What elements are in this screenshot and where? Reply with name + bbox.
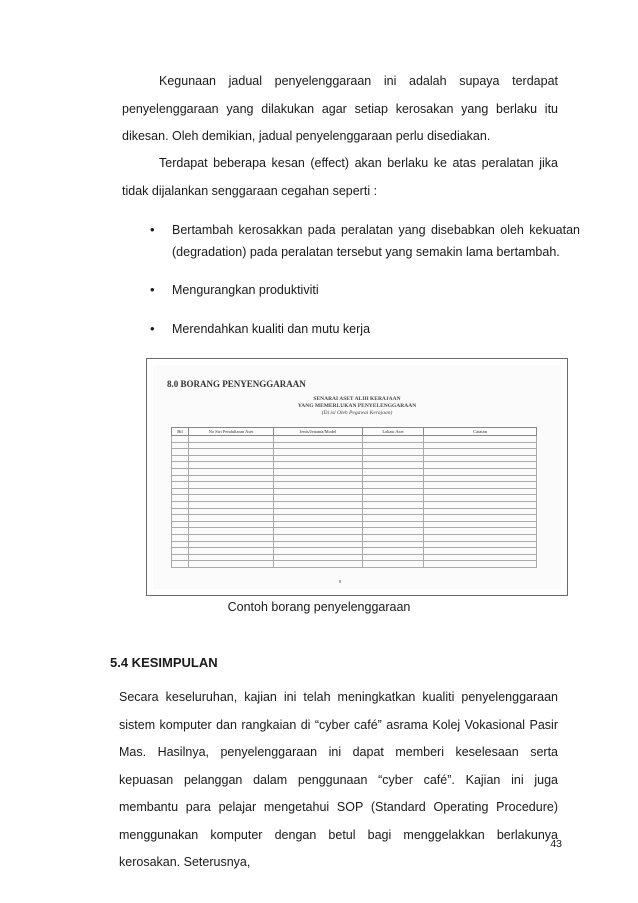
form-table-cell [189, 548, 274, 555]
form-table-row [172, 482, 537, 489]
form-table-cell [172, 449, 189, 456]
form-table-cell [189, 475, 274, 482]
form-table-cell [424, 548, 537, 555]
form-table-row [172, 521, 537, 528]
form-table-cell [274, 561, 363, 568]
form-table-cell [189, 501, 274, 508]
form-table-cell [274, 436, 363, 443]
form-table-row [172, 528, 537, 535]
form-table-cell [189, 561, 274, 568]
bullet-icon: • [150, 222, 155, 237]
form-table-cell [172, 462, 189, 469]
form-table-cell [363, 561, 424, 568]
col-header: Bil [172, 428, 189, 436]
form-title-line-2: YANG MEMERLUKAN PENYELENGGARAAN [297, 403, 417, 409]
form-table [171, 427, 537, 568]
col-header: Catatan [424, 428, 537, 436]
effects-paragraph: Terdapat beberapa kesan (effect) akan berlaku ke atas peralatan jika tidak dijalankan senggaraan cegahan seperti : [122, 156, 558, 198]
form-table-cell [274, 455, 363, 462]
form-table-cell [363, 442, 424, 449]
form-table-cell [189, 521, 274, 528]
form-table-cell [363, 554, 424, 561]
form-table-cell [172, 488, 189, 495]
form-table-cell [274, 508, 363, 515]
form-table-row [172, 508, 537, 515]
form-table-cell [274, 521, 363, 528]
form-table-cell [172, 455, 189, 462]
form-table-cell [274, 534, 363, 541]
form-table-cell [172, 482, 189, 489]
intro-paragraph: Kegunaan jadual penyelenggaraan ini adalah supaya terdapat penyelenggaraan yang dilakukan agar setiap kerosakan yang berlaku itu dikesan. Oleh demikian, jadual penyelenggaraan perlu disediakan. [122, 74, 558, 143]
form-table-cell [363, 488, 424, 495]
form-table-row [172, 462, 537, 469]
form-table-row [172, 515, 537, 522]
form-table-header [172, 428, 537, 436]
form-table-cell [189, 515, 274, 522]
form-table-body [172, 436, 537, 568]
form-table-cell [363, 468, 424, 475]
form-table-cell [274, 515, 363, 522]
list-item [150, 279, 580, 301]
form-table-cell [172, 541, 189, 548]
form-table-row [172, 495, 537, 502]
form-table-cell [424, 528, 537, 535]
form-table-cell [424, 468, 537, 475]
form-table-cell [189, 455, 274, 462]
form-table-cell [172, 534, 189, 541]
form-table-cell [424, 501, 537, 508]
form-table-cell [424, 436, 537, 443]
form-table-cell [424, 495, 537, 502]
form-table-cell [189, 488, 274, 495]
form-table-cell [274, 554, 363, 561]
figure-caption: Contoh borang penyelenggaraan [227, 600, 411, 614]
form-table-cell [274, 501, 363, 508]
form-table-cell [189, 541, 274, 548]
form-table-cell [363, 508, 424, 515]
form-table-cell [274, 449, 363, 456]
form-table-cell [363, 462, 424, 469]
col-header: Jenis/Jenama/Model [274, 428, 363, 436]
form-table-row [172, 449, 537, 456]
list-item [150, 219, 580, 263]
form-table-cell [363, 534, 424, 541]
form-table-cell [172, 508, 189, 515]
form-table-cell [424, 508, 537, 515]
form-table-cell [189, 449, 274, 456]
bullet-icon: • [150, 321, 155, 336]
form-table-cell [274, 468, 363, 475]
form-table-cell [172, 495, 189, 502]
form-table-cell [424, 462, 537, 469]
form-table-cell [172, 436, 189, 443]
form-table-cell [424, 554, 537, 561]
form-table-cell [424, 449, 537, 456]
form-table-cell [189, 554, 274, 561]
form-table-cell [274, 495, 363, 502]
form-table-row [172, 488, 537, 495]
form-table-cell [172, 528, 189, 535]
form-table-cell [363, 475, 424, 482]
form-table-cell [424, 534, 537, 541]
form-title-line-3: (Di isi Oleh Pegawai Kerajaan) [321, 410, 393, 416]
form-heading: 8.0 BORANG PENYENGGARAAN [167, 379, 306, 389]
maintenance-form-figure [146, 358, 568, 596]
form-image [153, 365, 561, 589]
form-table-cell [424, 475, 537, 482]
form-table-cell [189, 442, 274, 449]
section-heading: 5.4 KESIMPULAN [110, 655, 218, 670]
form-table-cell [189, 495, 274, 502]
conclusion-paragraph: Secara keseluruhan, kajian ini telah meningkatkan kualiti penyelenggaraan sistem komputer dan rangkaian di “cyber café” asrama Kolej Vokasional Pasir Mas. Hasilnya, penyelenggaraan ini dapat memberi keselesaan serta kepuasan pelanggan dalam penggunaan “cyber café”. Kajian ini juga membantu para pelajar mengetahui SOP (Standard Operating Procedure) menggunakan komputer dengan betul bagi menggelakkan berlakunya kerosakan. Seterusnya, [119, 690, 558, 869]
form-table-cell [189, 534, 274, 541]
form-table-row [172, 534, 537, 541]
form-table-cell [274, 528, 363, 535]
form-table-cell [172, 521, 189, 528]
form-table-row [172, 501, 537, 508]
form-table-cell [363, 482, 424, 489]
form-table-cell [363, 521, 424, 528]
bullet-icon: • [150, 282, 155, 297]
form-table-cell [172, 561, 189, 568]
form-table-cell [274, 442, 363, 449]
form-table-cell [189, 528, 274, 535]
form-page-number: 8 [339, 579, 342, 584]
list-item-text: Mengurangkan produktiviti [172, 283, 319, 297]
form-table-cell [172, 548, 189, 555]
form-table-cell [274, 541, 363, 548]
form-table-cell [172, 554, 189, 561]
form-table-cell [274, 482, 363, 489]
col-header: Lokasi Aset [363, 428, 424, 436]
form-table-cell [424, 455, 537, 462]
form-table-cell [274, 475, 363, 482]
form-table-cell [363, 515, 424, 522]
form-table-row [172, 468, 537, 475]
form-table-row [172, 436, 537, 443]
form-table-cell [363, 548, 424, 555]
form-table-row [172, 442, 537, 449]
form-table-cell [172, 468, 189, 475]
form-table-row [172, 548, 537, 555]
form-table-cell [189, 508, 274, 515]
form-table-cell [424, 442, 537, 449]
form-table-cell [189, 482, 274, 489]
form-table-row [172, 561, 537, 568]
form-table-cell [363, 495, 424, 502]
form-table-row [172, 554, 537, 561]
list-item [150, 318, 580, 340]
form-table-cell [363, 449, 424, 456]
col-header: No Siri Pendaftaran Aset [189, 428, 274, 436]
form-table-cell [424, 515, 537, 522]
form-table-cell [424, 541, 537, 548]
page-number: 43 [550, 838, 562, 850]
form-table-cell [172, 475, 189, 482]
form-table-row [172, 541, 537, 548]
form-table-cell [363, 501, 424, 508]
list-item-text: Bertambah kerosakkan pada peralatan yang disebabkan oleh kekuatan (degradation) pada peralatan tersebut yang semakin lama bertambah. [172, 223, 580, 259]
form-table-cell [363, 541, 424, 548]
form-table-cell [189, 436, 274, 443]
form-table-cell [363, 528, 424, 535]
form-table-cell [189, 468, 274, 475]
form-table-cell [363, 436, 424, 443]
form-table-row [172, 475, 537, 482]
form-title-line-1: SENARAI ASET ALIH KERAJAAN [313, 396, 401, 402]
form-table-cell [424, 521, 537, 528]
form-table-cell [172, 515, 189, 522]
form-table-cell [363, 455, 424, 462]
form-table-cell [274, 462, 363, 469]
form-table-cell [424, 561, 537, 568]
form-table-cell [172, 442, 189, 449]
form-table-cell [274, 488, 363, 495]
form-table-cell [424, 488, 537, 495]
form-table-cell [172, 501, 189, 508]
form-table-cell [189, 462, 274, 469]
form-table-cell [424, 482, 537, 489]
form-table-cell [274, 548, 363, 555]
form-table-row [172, 455, 537, 462]
list-item-text: Merendahkan kualiti dan mutu kerja [172, 322, 371, 336]
